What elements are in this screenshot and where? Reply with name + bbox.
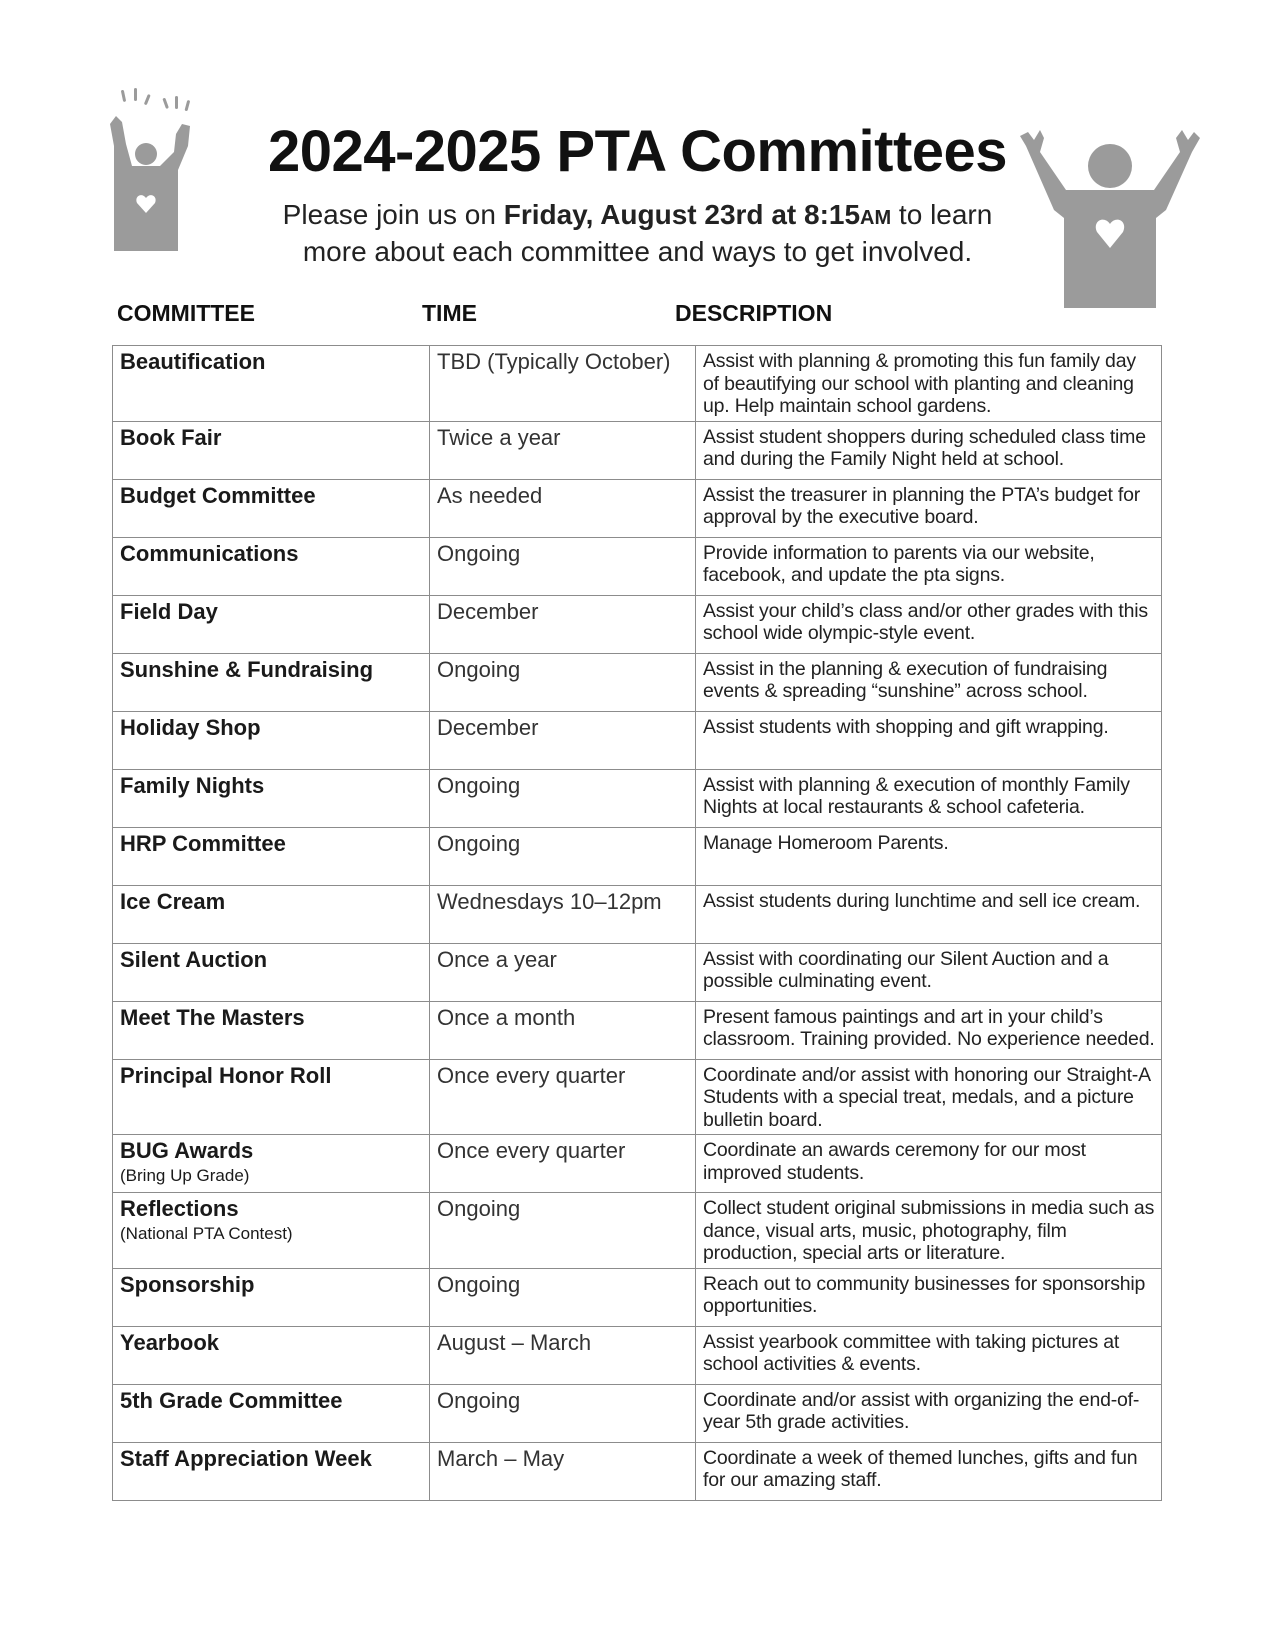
subtitle-date: Friday, August 23rd at 8:15 — [503, 199, 861, 230]
table-row — [113, 1442, 1162, 1500]
subtitle — [0, 198, 1275, 269]
page-title: 2024-2025 PTA Committees — [267, 119, 1008, 184]
committee-cell — [113, 346, 430, 422]
table-row — [113, 885, 1162, 943]
committee-time: Once every quarter — [430, 1059, 696, 1135]
committee-cell — [113, 1442, 430, 1500]
committee-cell — [113, 1135, 430, 1193]
table-row — [113, 711, 1162, 769]
committee-cell — [113, 1193, 430, 1269]
table-row — [113, 943, 1162, 1001]
committee-description: Present famous paintings and art in your child’s classroom. Training provided. No experience needed. — [696, 1001, 1162, 1059]
committee-cell — [113, 653, 430, 711]
table-row — [113, 479, 1162, 537]
table-row — [113, 1135, 1162, 1193]
committee-time: As needed — [430, 479, 696, 537]
committee-name: Meet The Masters — [120, 1004, 305, 1030]
committee-cell — [113, 479, 430, 537]
column-header-time: TIME — [422, 300, 477, 326]
committee-time: Twice a year — [430, 421, 696, 479]
subtitle-line2: more about each committee and ways to get involved. — [302, 236, 973, 267]
table-row — [113, 421, 1162, 479]
table-row — [113, 827, 1162, 885]
committee-description: Assist with coordinating our Silent Auction and a possible culminating event. — [696, 943, 1162, 1001]
committee-cell — [113, 595, 430, 653]
committee-name: Reflections — [120, 1196, 239, 1221]
committee-name: Ice Cream — [120, 888, 226, 914]
committee-name: Holiday Shop — [120, 714, 261, 740]
table-row — [113, 1001, 1162, 1059]
committee-time: March – May — [430, 1442, 696, 1500]
committee-cell — [113, 421, 430, 479]
committee-description: Coordinate and/or assist with honoring our Straight-A Students with a special treat, medals, and a picture bulletin board. — [696, 1059, 1162, 1135]
committee-time: Wednesdays 10–12pm — [430, 885, 696, 943]
committee-time: Ongoing — [430, 1268, 696, 1326]
committee-cell — [113, 943, 430, 1001]
committee-description: Assist students during lunchtime and sell ice cream. — [696, 885, 1162, 943]
committee-cell — [113, 1268, 430, 1326]
committee-name: Field Day — [120, 598, 218, 624]
committee-name: Beautification — [120, 349, 266, 374]
committee-description: Coordinate an awards ceremony for our most improved students. — [696, 1135, 1162, 1193]
committee-description: Assist students with shopping and gift wrapping. — [696, 711, 1162, 769]
committee-description: Assist with planning & execution of monthly Family Nights at local restaurants & school cafeteria. — [696, 769, 1162, 827]
committee-description: Assist with planning & promoting this fun family day of beautifying our school with planting and cleaning up. Help maintain school gardens. — [696, 346, 1162, 422]
committee-time: Ongoing — [430, 769, 696, 827]
committee-time: Ongoing — [430, 1384, 696, 1442]
table-row — [113, 1268, 1162, 1326]
committee-cell — [113, 827, 430, 885]
committee-time: December — [430, 711, 696, 769]
committee-cell — [113, 885, 430, 943]
committee-time: Ongoing — [430, 537, 696, 595]
committee-subtitle: (National PTA Contest) — [120, 1224, 293, 1243]
committees-table-body — [113, 346, 1162, 1501]
committee-name: Book Fair — [120, 424, 222, 450]
committee-description: Reach out to community businesses for sponsorship opportunities. — [696, 1268, 1162, 1326]
table-row — [113, 769, 1162, 827]
committee-time: Once a year — [430, 943, 696, 1001]
committee-name: Principal Honor Roll — [120, 1062, 332, 1088]
committee-time: Ongoing — [430, 1193, 696, 1269]
table-row — [113, 1384, 1162, 1442]
committee-time: December — [430, 595, 696, 653]
subtitle-pre: Please join us on — [282, 199, 504, 230]
committee-cell — [113, 711, 430, 769]
committee-description: Collect student original submissions in media such as dance, visual arts, music, photography, film production, special arts or literature. — [696, 1193, 1162, 1269]
committee-cell — [113, 1001, 430, 1059]
committee-description: Coordinate a week of themed lunches, gifts and fun for our amazing staff. — [696, 1442, 1162, 1500]
committee-description: Assist your child’s class and/or other grades with this school wide olympic-style event. — [696, 595, 1162, 653]
committee-name: Yearbook — [120, 1329, 220, 1355]
committee-description: Assist yearbook committee with taking pictures at school activities & events. — [696, 1326, 1162, 1384]
committee-cell — [113, 1384, 430, 1442]
committee-cell — [113, 769, 430, 827]
committee-description: Assist in the planning & execution of fundraising events & spreading “sunshine” across school. — [696, 653, 1162, 711]
committee-name: Communications — [120, 540, 299, 566]
committee-cell — [113, 537, 430, 595]
committee-name: Silent Auction — [120, 946, 268, 972]
committee-description: Assist student shoppers during scheduled class time and during the Family Night held at school. — [696, 421, 1162, 479]
committee-time: Ongoing — [430, 653, 696, 711]
committee-subtitle: (Bring Up Grade) — [120, 1166, 250, 1185]
column-header-description: DESCRIPTION — [675, 300, 833, 326]
committees-table — [112, 345, 1162, 1501]
table-row — [113, 1193, 1162, 1269]
column-header-committee: COMMITTEE — [117, 300, 255, 326]
table-row — [113, 346, 1162, 422]
committee-name: Sunshine & Fundraising — [120, 656, 374, 682]
table-row — [113, 653, 1162, 711]
committee-description: Coordinate and/or assist with organizing the end-of-year 5th grade activities. — [696, 1384, 1162, 1442]
committee-name: Staff Appreciation Week — [120, 1445, 372, 1471]
committee-time: Once a month — [430, 1001, 696, 1059]
subtitle-am: AM — [860, 207, 892, 229]
committee-name: Family Nights — [120, 772, 265, 798]
committee-description: Assist the treasurer in planning the PTA’s budget for approval by the executive board. — [696, 479, 1162, 537]
table-row — [113, 595, 1162, 653]
committee-time: Once every quarter — [430, 1135, 696, 1193]
committee-name: BUG Awards — [120, 1138, 254, 1163]
committee-description: Provide information to parents via our website, facebook, and update the pta signs. — [696, 537, 1162, 595]
committee-name: Sponsorship — [120, 1271, 255, 1297]
committee-description: Manage Homeroom Parents. — [696, 827, 1162, 885]
committee-time: August – March — [430, 1326, 696, 1384]
committee-name: Budget Committee — [120, 482, 316, 508]
committee-cell — [113, 1059, 430, 1135]
committee-cell — [113, 1326, 430, 1384]
committee-name: HRP Committee — [120, 830, 286, 856]
committee-time: Ongoing — [430, 827, 696, 885]
table-row — [113, 1326, 1162, 1384]
table-row — [113, 537, 1162, 595]
column-headers — [0, 300, 1275, 334]
table-row — [113, 1059, 1162, 1135]
subtitle-post: to learn — [891, 199, 993, 230]
committee-time: TBD (Typically October) — [430, 346, 696, 422]
committee-name: 5th Grade Committee — [120, 1387, 343, 1413]
